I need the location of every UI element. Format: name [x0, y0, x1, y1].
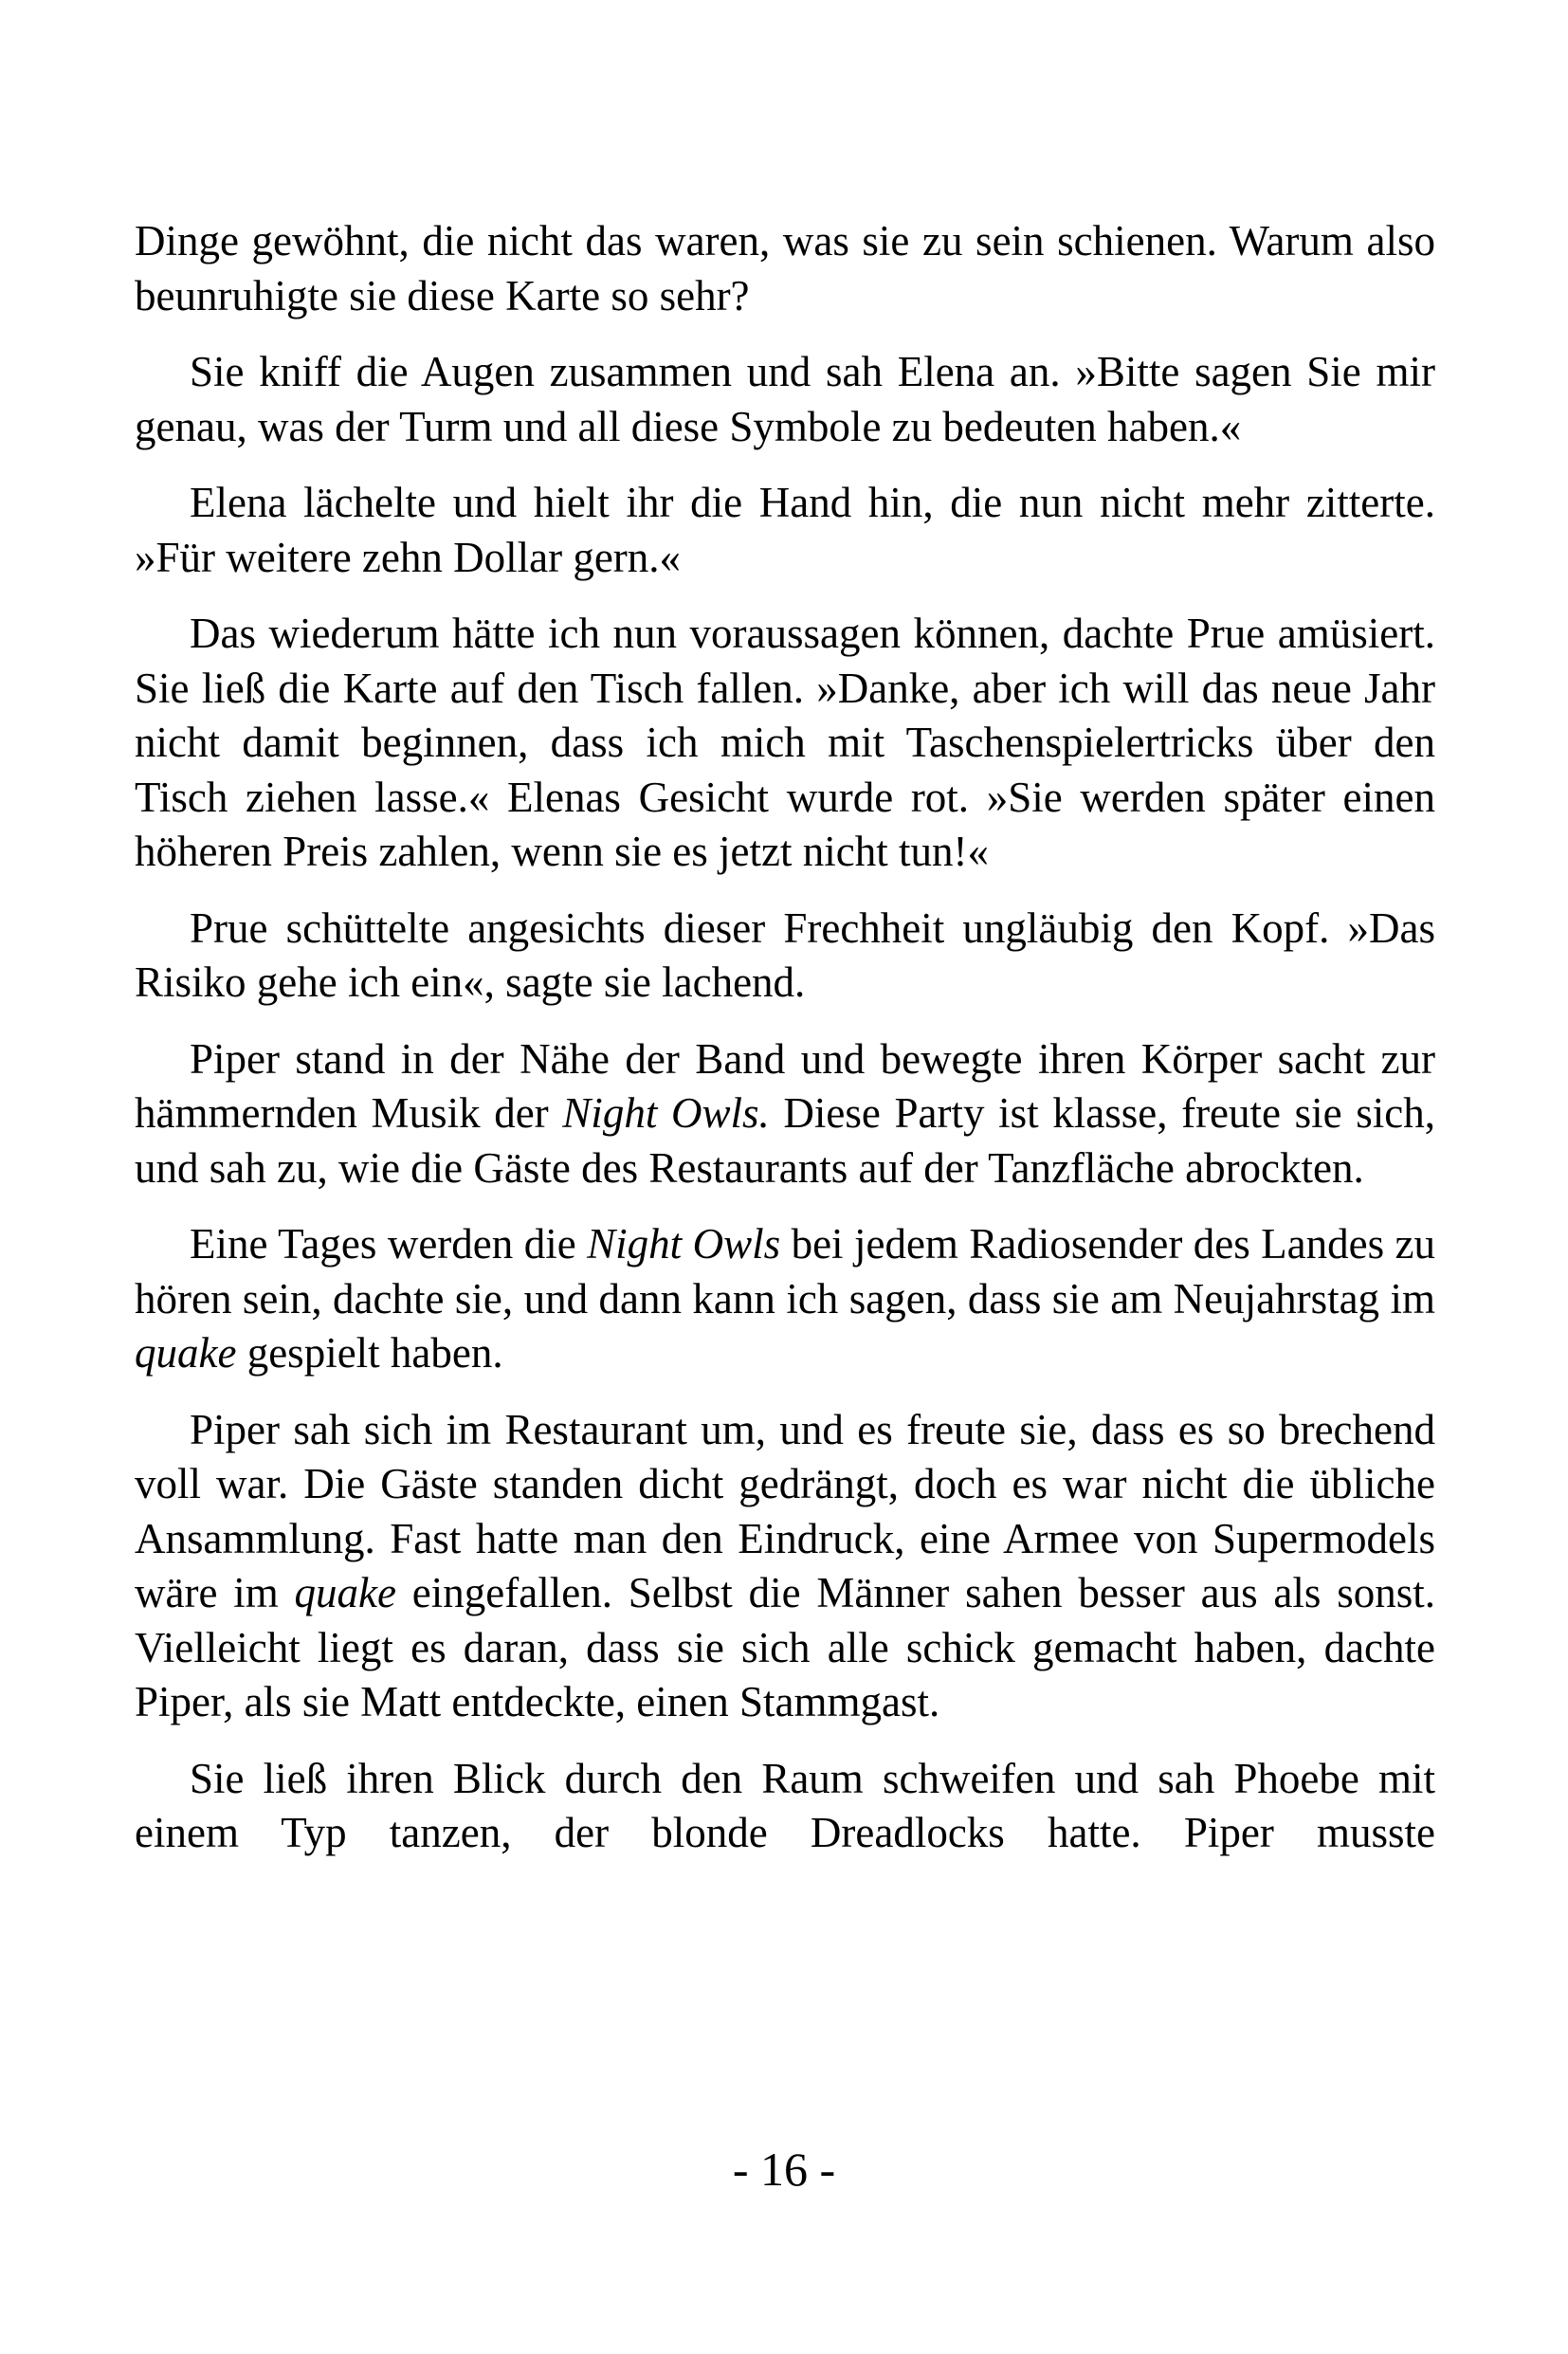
paragraph-9-text: Sie ließ ihren Blick durch den Raum schweifen und sah Phoebe mit einem Typ tanzen, der blonde Dreadlocks hatte. Piper musste [135, 1754, 1435, 1856]
paragraph-6 [135, 1032, 1435, 1196]
paragraph-1 [135, 214, 1435, 323]
paragraph-7-text-a: Eine Tages werden die [190, 1220, 588, 1268]
paragraph-7-text-b: bei jedem Radiosender des Landes zu hören sein, dachte sie, und dann kann ich sagen, dass sie am Neujahrstag im [135, 1220, 1436, 1323]
restaurant-name-quake: quake [135, 1329, 237, 1377]
page-body [135, 214, 1435, 1861]
paragraph-8-text-b: eingefallen. Selbst die Männer sahen besser aus als sonst. Vielleicht liegt es daran, dass sie sich alle schick gemacht haben, dachte Piper, als sie Matt entdeckte, einen Stammgast. [135, 1569, 1435, 1725]
band-name-night-owls: Night Owls [587, 1220, 781, 1268]
page-number: - 16 - [732, 2143, 836, 2196]
paragraph-2 [135, 345, 1435, 454]
paragraph-6-text-a: Piper stand in der Nähe der Band und bewegte ihren Körper sacht zur hämmernden Musik der [135, 1034, 1435, 1137]
paragraph-5 [135, 902, 1435, 1011]
paragraph-9 [135, 1752, 1435, 1861]
paragraph-7-text-c: gespielt haben. [236, 1329, 503, 1377]
restaurant-name-quake: quake [294, 1569, 396, 1616]
paragraph-4 [135, 607, 1435, 880]
paragraph-5-text: Prue schüttelte angesichts dieser Frechheit ungläubig den Kopf. »Das Risiko gehe ich ein«, sagte sie lachend. [135, 903, 1435, 1006]
paragraph-4-text: Das wiederum hätte ich nun voraussagen können, dachte Prue amüsiert. Sie ließ die Karte auf den Tisch fallen. »Danke, aber ich will das neue Jahr nicht damit beginnen, dass ich mich mit Taschenspielertricks über den Tisch ziehen lasse.« Elenas Gesicht wurde rot. »Sie werden später einen höheren Preis zahlen, wenn sie es jetzt nicht tun!« [135, 610, 1435, 875]
paragraph-7 [135, 1217, 1435, 1381]
paragraph-8 [135, 1403, 1435, 1730]
paragraph-3 [135, 476, 1435, 585]
paragraph-1-text: Dinge gewöhnt, die nicht das waren, was sie zu sein schienen. Warum also beunruhigte sie diese Karte so sehr? [135, 217, 1435, 319]
paragraph-8-text-a: Piper sah sich im Restaurant um, und es freute sie, dass es so brechend voll war. Die Gäste standen dicht gedrängt, doch es war nicht die übliche Ansammlung. Fast hatte man den Eindruck, eine Armee von Supermodels wäre im [135, 1405, 1435, 1616]
paragraph-2-text: Sie kniff die Augen zusammen und sah Elena an. »Bitte sagen Sie mir genau, was der Turm und all diese Symbole zu bedeuten haben.« [135, 348, 1435, 450]
paragraph-3-text: Elena lächelte und hielt ihr die Hand hin, die nun nicht mehr zitterte. »Für weitere zehn Dollar gern.« [135, 479, 1435, 581]
band-name-night-owls: Night Owls. [562, 1089, 770, 1137]
paragraph-6-text-b: Diese Party ist klasse, freute sie sich, und sah zu, wie die Gäste des Restaurants auf der Tanzfläche abrockten. [135, 1089, 1435, 1192]
